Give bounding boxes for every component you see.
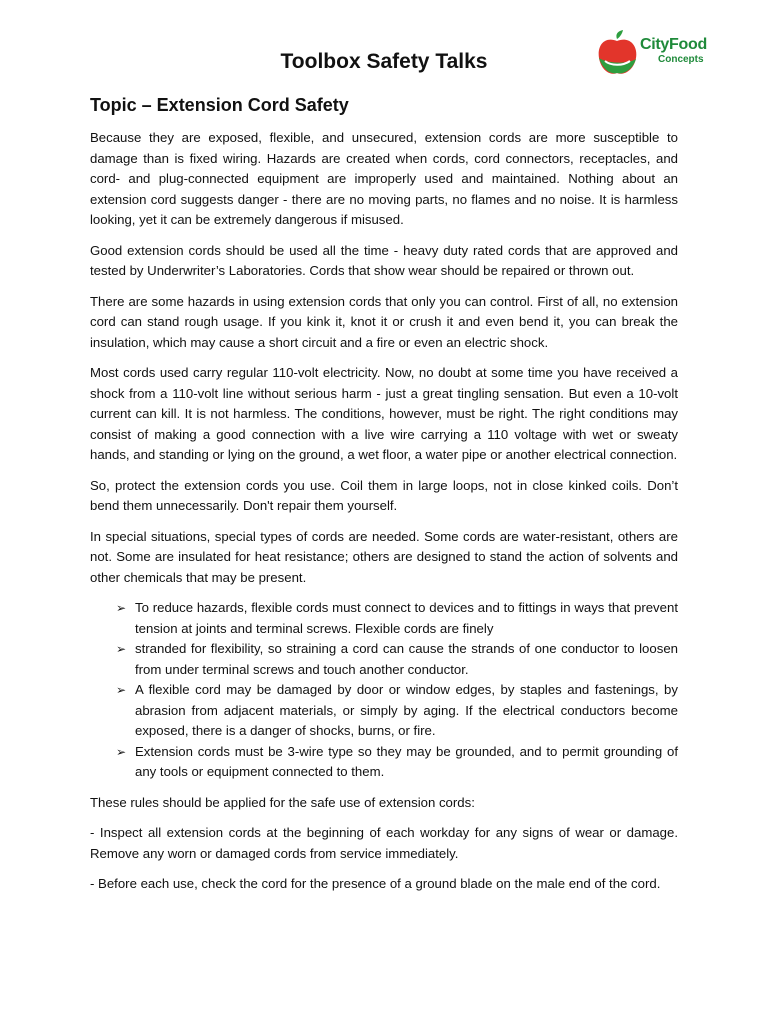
apple-icon: [596, 30, 640, 78]
paragraph: Because they are exposed, flexible, and unsecured, extension cords are more susceptible to damage than is fixed wiring. Hazards are created when cords, cord connectors, receptacles, and cord- and plug-connected equipment are improperly used and maintained. Nothing about an extension cord suggests danger - there are no moving parts, no flames and no noise. It is harmless looking, yet it can be extremely dangerous if misused.: [90, 130, 678, 227]
paragraph: Good extension cords should be used all the time - heavy duty rated cords that are approved and tested by Underwriter’s Laboratories. Cords that show wear should be repaired or thrown out.: [90, 242, 678, 278]
bullet-list: [90, 598, 678, 783]
arrow-bullet-icon: ➢: [116, 601, 127, 615]
logo-tagline: Concepts: [658, 54, 704, 65]
list-item: ➢ To reduce hazards, flexible cords must connect to devices and to fittings in ways that prevent tension at joints and terminal screws. Flexible cords are finely: [116, 600, 678, 636]
paragraph: In special situations, special types of cords are needed. Some cords are water-resistant, others are not. Some are insulated for heat resistance; others are designed to stand the action of solvents and other chemicals that may be present.: [90, 528, 678, 585]
arrow-bullet-icon: ➢: [116, 683, 127, 697]
list-item: ➢ stranded for flexibility, so straining a cord can cause the strands of one conductor to loosen from under terminal screws and touch another conductor.: [116, 641, 678, 677]
arrow-bullet-icon: ➢: [116, 642, 127, 656]
paragraph: These rules should be applied for the safe use of extension cords:: [90, 794, 475, 810]
list-item: ➢ Extension cords must be 3-wire type so they may be grounded, and to permit grounding of any tools or equipment connected to them.: [116, 743, 678, 779]
paragraph: There are some hazards in using extension cords that only you can control. First of all, no extension cord can stand rough usage. If you kink it, knot it or crush it and even bend it, you can break the insulation, which may cause a short circuit and a fire or even an electric shock.: [90, 293, 678, 350]
topic-heading: Topic – Extension Cord Safety: [90, 95, 349, 115]
paragraph: Most cords used carry regular 110-volt electricity. Now, no doubt at some time you have received a shock from a 110-volt line without serious harm - just a great tingling sensation. But even a 10-volt current can kill. It is not harmless. The conditions, however, must be right. The right conditions may consist of making a good connection with a live wire carrying a 110 voltage with wet or sweaty hands, and standing or lying on the ground, a wet floor, a water pipe or another electrical connection.: [90, 365, 678, 462]
paragraph: - Before each use, check the cord for the presence of a ground blade on the male end of the cord.: [90, 876, 661, 891]
list-item: ➢ A flexible cord may be damaged by door or window edges, by staples and fastenings, by abrasion from adjacent materials, or simply by aging. If the electrical conductors become exposed, there is a danger of shocks, burns, or fire.: [116, 682, 678, 738]
logo-wordmark: CityFood: [640, 36, 707, 53]
document-title: Toolbox Safety Talks: [280, 50, 488, 73]
arrow-bullet-icon: ➢: [116, 744, 127, 759]
paragraph: - Inspect all extension cords at the beginning of each workday for any signs of wear or damage. Remove any worn or damaged cords from service immediately.: [90, 825, 678, 861]
paragraph: So, protect the extension cords you use. Coil them in large loops, not in close kinked coils. Don’t bend them unnecessarily. Don't repair them yourself.: [90, 477, 678, 513]
company-logo: [596, 30, 726, 78]
document-body: [90, 128, 678, 905]
